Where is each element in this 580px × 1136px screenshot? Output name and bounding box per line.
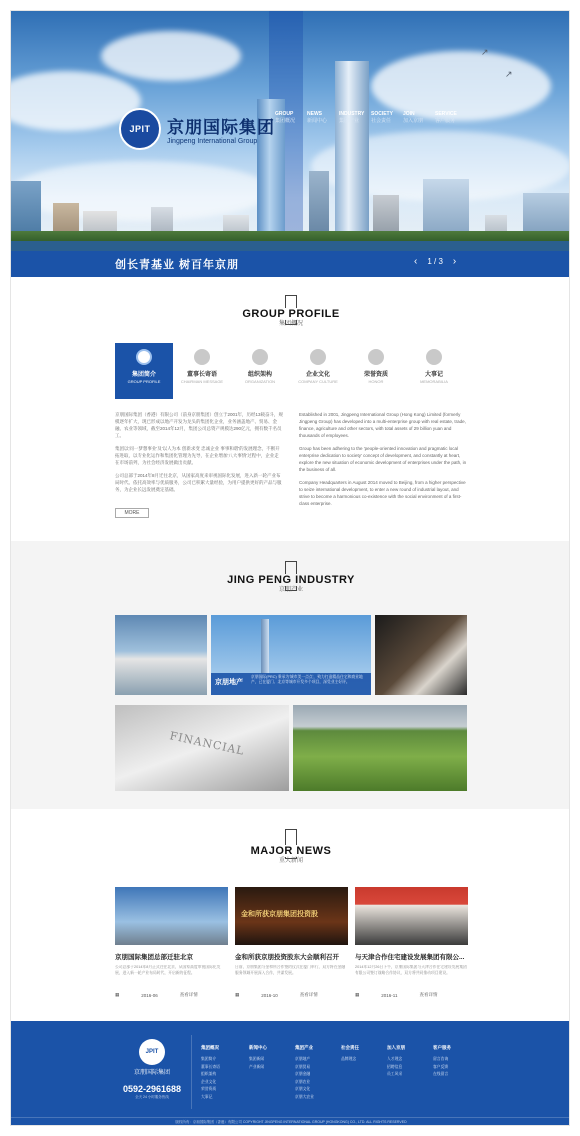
nav-label-en: SOCIETY	[371, 111, 393, 117]
tab-organization[interactable]	[231, 343, 289, 399]
industry-tile-agriculture[interactable]	[293, 705, 467, 791]
news-more-link[interactable]: 查看详情	[179, 992, 198, 997]
footer-link[interactable]: 集团新闻	[249, 1057, 265, 1061]
news-image	[235, 887, 348, 945]
footer-link[interactable]: 人才理念	[387, 1057, 403, 1061]
footer-hours: 全天 24 小时服务热线	[135, 1095, 169, 1099]
footer-column-heading[interactable]: 社会责任	[341, 1045, 359, 1050]
section-subtitle: 重大新闻	[278, 858, 303, 864]
paragraph: 集团以'同一梦想事业'及'以人为本 创新求变 忠诚企业 事事和谐'的发展理念，不断开拓进取，以专业化运作和集团化管理为先导，在企业增加'八大事情'过程中，企业走在市场前列，为社会经济发展做出贡献。	[115, 446, 280, 465]
footer-column-heading[interactable]: 新闻中心	[249, 1045, 267, 1050]
footer-link[interactable]: 产业新闻	[249, 1064, 265, 1069]
tab-label: 大事记	[424, 372, 443, 378]
news-date: 2016-10	[261, 992, 278, 998]
page-indicator: 1 / 3	[427, 257, 443, 266]
bird-icon: ↗	[481, 47, 489, 57]
footer-link[interactable]: 客户反馈	[433, 1064, 449, 1069]
water	[11, 241, 570, 251]
footer-link[interactable]: 董事长寄语	[201, 1064, 220, 1069]
tab-label: 董事长寄语	[186, 372, 217, 378]
cloud	[101, 31, 241, 81]
nav-item-service[interactable]	[431, 111, 463, 124]
tab-label: 企业文化	[305, 372, 330, 378]
news-image	[355, 887, 468, 945]
nav-item-news[interactable]	[303, 111, 335, 124]
footer-phone: 0592-2961688	[122, 1084, 182, 1094]
divider	[191, 1035, 192, 1109]
tab-label: 组织架构	[247, 372, 272, 378]
org-chart-icon	[252, 349, 268, 365]
tab-label-en: CHAIRMAN MESSAGE	[180, 379, 224, 384]
section-subtitle: 京朋产业	[278, 587, 303, 593]
news-card[interactable]	[115, 887, 228, 998]
footer-link[interactable]: 员工风采	[387, 1072, 403, 1076]
news-date: 2016-06	[141, 992, 158, 998]
banner-pager	[414, 256, 456, 267]
footer-link[interactable]: 企业文化	[201, 1079, 217, 1084]
financial-emboss: FINANCIAL	[168, 729, 246, 758]
culture-icon	[310, 349, 326, 365]
footer-link[interactable]: 京朋文化	[295, 1087, 311, 1091]
footer-column-heading[interactable]: 客户服务	[433, 1045, 451, 1050]
footer-column	[387, 1045, 427, 1079]
footer-link[interactable]: 京朋农业	[295, 1079, 311, 1084]
nav-label-cn: 集团概况	[275, 118, 296, 124]
brand-name-en: Jingpeng International Group	[167, 138, 258, 145]
footer-column	[433, 1045, 473, 1079]
tab-label: 集团简介	[131, 372, 156, 378]
section-title: GROUP PROFILE	[238, 308, 343, 320]
tab-label: 荣誉资质	[363, 372, 388, 378]
profile-text-en	[299, 411, 467, 507]
nav-label-cn: 新闻中心	[307, 118, 328, 124]
calendar-icon: ▦	[115, 992, 120, 997]
footer-link[interactable]: 品牌理念	[341, 1057, 357, 1061]
footer-column-heading[interactable]: 加入京朋	[387, 1045, 405, 1050]
news-image-text: 金和所获京朋集团投资股	[241, 911, 318, 918]
tab-culture[interactable]	[289, 343, 347, 399]
news-title[interactable]: 京朋国际集团总部迁驻北京	[115, 954, 193, 961]
nav-label-cn: 社会责任	[371, 118, 392, 124]
calendar-icon: ▦	[235, 992, 240, 997]
industry-caption-text: 京朋国际(PRC) 秉承为'城市美一点点'，致力打造精品住宅和商业地产，已在厦门、北京等城市开发多个项目，深受业主好评。	[251, 675, 363, 684]
footer-link[interactable]: 集团简介	[201, 1057, 217, 1061]
news-summary: 日前，京朋集团与金和所合作签约仪式在厦门举行，双方将在金融服务领域开展深入合作，共谋发展。	[235, 965, 346, 975]
tab-chairman[interactable]	[173, 343, 231, 399]
tab-label-en: ORGANIZATION	[244, 379, 276, 384]
bird-icon: ↗	[505, 69, 513, 79]
nav-label-cn: 客户服务	[435, 118, 456, 124]
nav-label-cn: 集团产业	[339, 118, 360, 124]
slogan-bar	[11, 251, 570, 277]
news-summary: 公司总部于2014年8月正式迁往北京，从国家高度审视国际化发展，进入新一轮产业布局时代，开启新的征程。	[115, 965, 221, 975]
paragraph: 公司总部于2014年8月迁往北京，从国家高度来审视国际化发展，进入新一轮产业布局时代。依托高效率与优质服务，公司已积累大量经验，为用户提供更好的产品与服务，为企业长远发展奠定基础。	[115, 473, 282, 492]
chevron-left-icon[interactable]: ‹	[414, 256, 418, 267]
person-icon	[194, 349, 210, 365]
tab-label-en: MEMORABILIA	[420, 379, 448, 384]
paragraph: 京朋国际集团（香港）有限公司（前身京朋集团）创立于2001年，历经13载奋斗，规模逐年扩大，现已形成以地产开发为龙头的集团化企业，业务涵盖地产、贸易、金融、农业等领域，截至2014年12月，集团公司总资产规模达290亿元，拥有数千名员工。	[115, 412, 284, 438]
nav-label-en: NEWS	[307, 111, 322, 117]
industry-tile-trade[interactable]	[115, 615, 207, 695]
tab-group-profile[interactable]	[115, 343, 173, 399]
footer-link[interactable]: 在线留言	[433, 1072, 449, 1076]
news-card[interactable]	[235, 887, 348, 998]
trophy-icon	[368, 349, 384, 365]
industry-tile-financial[interactable]	[115, 705, 289, 791]
footer-link[interactable]: 荣誉资质	[201, 1087, 217, 1091]
tab-honor[interactable]	[347, 343, 405, 399]
section-title: JING PENG INDUSTRY	[223, 574, 359, 586]
paragraph: Established in 2001, Jingpeng International Group (Hong Kong) Limited (formerly Jingpeng Group) has developed into a multi-enterprise group with real estate, trade, finance, agriculture and other sectors, with total assets of 29 billion yuan and thousands of employees.	[299, 412, 466, 438]
nav-item-group[interactable]	[271, 111, 303, 124]
footer-link[interactable]: 大事记	[201, 1094, 213, 1099]
nav-item-industry[interactable]	[335, 111, 367, 124]
nav-label-en: JOIN	[403, 111, 415, 117]
news-title[interactable]: 与天津合作住宅建设发展集团有限公...	[355, 954, 465, 961]
seal-icon: JPIT	[139, 1039, 165, 1065]
footer	[11, 1021, 570, 1126]
news-more-link[interactable]: 查看详情	[419, 992, 438, 997]
footer-link[interactable]: 京朋贸易	[295, 1064, 311, 1069]
industry-tile-realestate[interactable]	[211, 615, 371, 695]
news-date: 2016-11	[381, 992, 398, 998]
footer-link[interactable]: 京朋大农业	[295, 1094, 314, 1099]
chevron-right-icon[interactable]: ›	[452, 256, 457, 267]
footer-column-heading[interactable]: 集团概况	[201, 1045, 219, 1050]
section-subtitle: 集团概况	[278, 321, 303, 327]
footer-link[interactable]: 组织架构	[201, 1072, 217, 1076]
footer-column	[341, 1045, 381, 1064]
globe-icon	[136, 349, 152, 365]
footer-link[interactable]: 京朋金融	[295, 1072, 311, 1076]
industry-tile-finance-handshake[interactable]	[375, 615, 467, 695]
footer-link[interactable]: 招聘信息	[387, 1064, 403, 1069]
nav-label-cn: 加入京朋	[403, 118, 424, 124]
industry-caption-title: 京朋地产	[215, 679, 243, 686]
section-title: MAJOR NEWS	[247, 845, 336, 857]
news-card[interactable]	[355, 887, 468, 998]
news-image	[115, 887, 228, 945]
footer-column	[201, 1045, 241, 1101]
news-summary: 2014年12月26日下午，京朋国际集团与天津合作住宅建设发展集团有限公司签订战略合作协议，双方将共同推动项目建设。	[355, 965, 467, 975]
footer-column	[249, 1045, 289, 1071]
footer-column-heading[interactable]: 集团产业	[295, 1045, 313, 1050]
copyright-text: 版权所有：京朋国际集团（香港）有限公司 COPYRIGHT JINGPENG INTERNATIONAL GROUP (HONGKONG) CO., LTD. ALL RIGHTS RESERVED	[11, 1117, 570, 1126]
profile-tabs	[115, 343, 463, 399]
page-frame	[10, 10, 570, 1126]
slogan-text: 创长青基业 树百年京朋	[115, 259, 240, 271]
nav-label-en: GROUP	[275, 111, 294, 117]
nav-item-society[interactable]	[367, 111, 399, 124]
cloud	[11, 161, 271, 221]
footer-column	[295, 1045, 335, 1101]
brand-logo[interactable]	[119, 108, 275, 150]
tab-label-en: GROUP PROFILE	[127, 379, 161, 384]
news-title[interactable]: 金和所获京朋投资股东大会顺利召开	[235, 954, 339, 961]
brand-name-cn: 京朋国际集团	[167, 118, 275, 137]
footer-link[interactable]: 京朋地产	[295, 1057, 311, 1061]
news-more-link[interactable]: 查看详情	[299, 992, 318, 997]
tab-label-en: COMPANY CULTURE	[298, 379, 338, 384]
profile-text-cn	[115, 411, 283, 493]
more-button[interactable]: MORE	[115, 508, 149, 518]
main-nav	[271, 111, 463, 124]
nav-label-en: INDUSTRY	[339, 111, 365, 117]
nav-label-en: SERVICE	[435, 111, 457, 117]
seal-icon: JPIT	[119, 108, 161, 150]
building-tower	[335, 61, 369, 251]
calendar-icon: ▦	[355, 992, 360, 997]
nav-item-join[interactable]	[399, 111, 431, 124]
tab-memorabilia[interactable]	[405, 343, 463, 399]
building-tower	[261, 619, 269, 675]
paragraph: Group has been adhering to the 'people-oriented innovation and pragmatic local enterprise dedication to society' concept of development, and constantly at heart, explore the new situation of economic development of enterprises under the path, in the business of all.	[299, 446, 467, 472]
footer-link[interactable]: 留言咨询	[433, 1057, 449, 1061]
hero-banner	[11, 11, 570, 251]
footer-logo	[119, 1039, 185, 1100]
calendar-icon	[426, 349, 442, 365]
paragraph: Company Headquarters in August 2014 moved to Beijing, from a higher perspective to seize international development, to enter a new round of industrial layout, and strive to become a harmonious co-existence with the social environment of a first-class enterprise.	[299, 480, 466, 506]
tab-label-en: HONOR	[368, 379, 384, 384]
footer-brand-name: 京朋国际集团	[133, 1070, 170, 1076]
industry-caption	[211, 673, 371, 695]
